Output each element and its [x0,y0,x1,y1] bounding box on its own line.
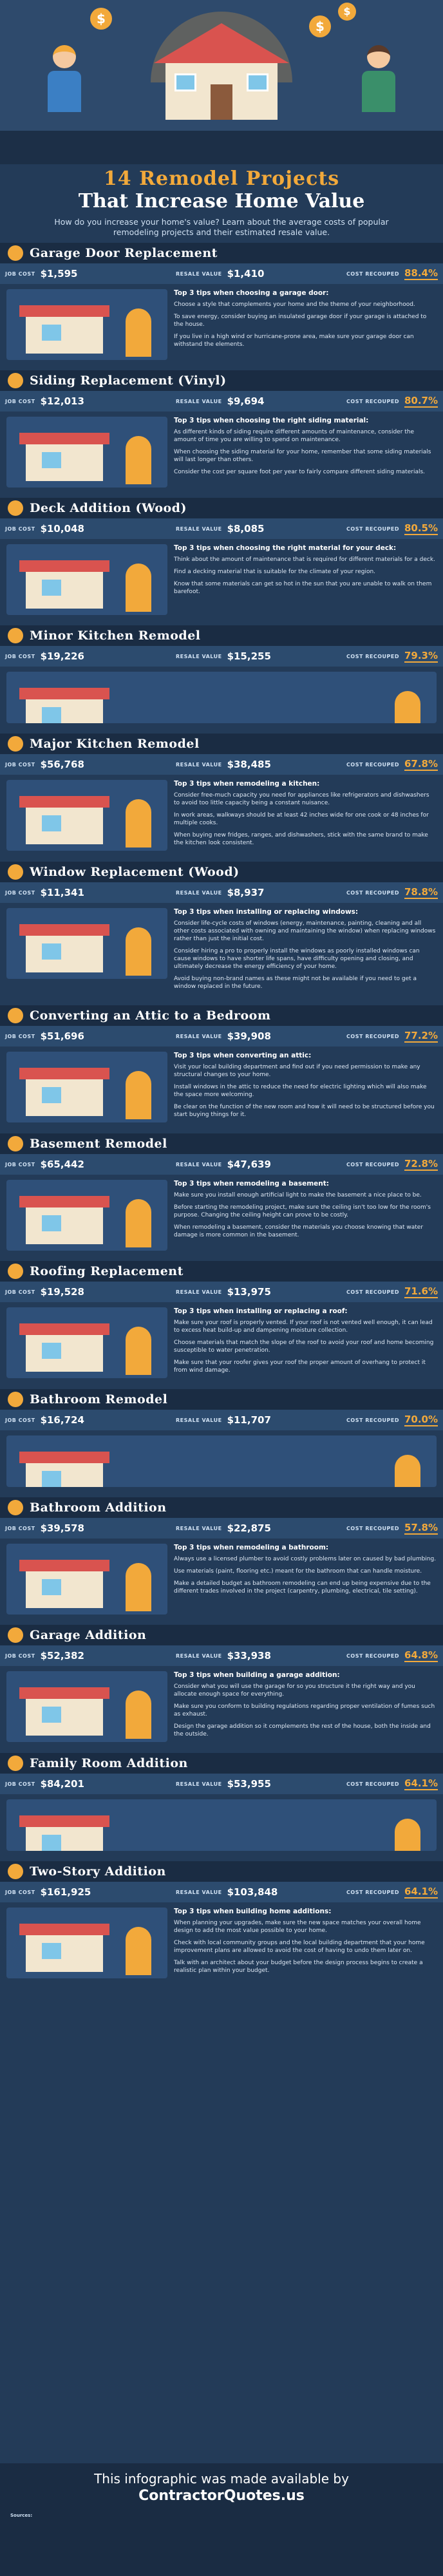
section-title: Siding Replacement (Vinyl) [30,374,227,388]
cost-recouped-label: COST RECOUPED [346,761,399,768]
resale-value-value: $15,255 [227,650,271,662]
remodel-section [0,370,443,493]
job-cost-value: $12,013 [40,395,84,407]
stats-row [0,1154,443,1175]
resale-value-label: RESALE VALUE [176,889,222,896]
job-cost-label: JOB COST [5,1889,35,1895]
remodel-section [0,1005,443,1128]
stats-row [0,1410,443,1430]
section-header [0,625,443,646]
section-header [0,1005,443,1026]
job-cost-group [5,1286,176,1298]
section-illustration [6,289,167,360]
section-illustration [6,908,167,979]
section-content [0,775,443,857]
section-illustration [6,417,167,488]
tip-text: Before starting the remodeling project, make sure the ceiling isn't too low for the room's purpose. Changing the ceiling height can prove to be costly. [174,1204,431,1218]
resale-value-group [176,1414,346,1426]
job-cost-group [5,1778,176,1790]
tip-text: Choose a style that complements your home and the theme of your neighborhood. [174,301,415,308]
section-icon [8,736,23,752]
resale-value-group [176,1778,346,1790]
resale-value-group [176,523,346,535]
resale-value-group [176,1886,346,1898]
cost-recouped-value: 57.8% [404,1522,438,1533]
resale-value-value: $33,938 [227,1650,271,1662]
section-title: Two-Story Addition [30,1864,166,1879]
section-illustration [6,780,167,851]
job-cost-group [5,1650,176,1662]
cost-recouped-group [346,1285,438,1298]
remodel-section [0,1753,443,1856]
job-cost-value: $16,724 [40,1414,84,1426]
resale-value-label: RESALE VALUE [176,1161,222,1168]
tips-title: Top 3 tips when building home additions: [174,1908,332,1915]
resale-value-value: $39,908 [227,1030,271,1042]
job-cost-value: $65,442 [40,1159,84,1170]
resale-value-value: $1,410 [227,268,265,279]
tip-text: Consider what you will use the garage for so you structure it the right way and you allocate enough space for everything. [174,1683,415,1698]
job-cost-label: JOB COST [5,1161,35,1168]
section-illustration [6,1908,167,1978]
tips-block [174,417,437,488]
cost-recouped-group [346,1158,438,1171]
tip-text: Make sure that your roofer gives your roof the proper amount of overhang to protect it from wind damage. [174,1359,426,1374]
resale-value-group [176,395,346,407]
resale-value-group [176,1286,346,1298]
stats-row [0,518,443,539]
cost-recouped-label: COST RECOUPED [346,1653,399,1659]
tips-title: Top 3 tips when building a garage addition: [174,1671,340,1679]
cost-recouped-value: 80.7% [404,395,438,406]
cost-recouped-group [346,758,438,771]
section-title: Converting an Attic to a Bedroom [30,1009,271,1023]
hero-house [154,23,289,120]
cost-recouped-group [346,1649,438,1662]
tip-text: Consider hiring a pro to properly install the windows as poorly installed windows can cause windows to have shorter life spans, have difficulty opening and closing, and ultimately decrease the energy efficiency of your home. [174,948,420,970]
section-icon [8,1008,23,1023]
tips-title: Top 3 tips when remodeling a bathroom: [174,1544,329,1551]
cost-recouped-value: 64.1% [404,1777,438,1789]
section-content [0,1430,443,1492]
cost-recouped-group [346,1777,438,1790]
tip-text: To save energy, consider buying an insulated garage door if your garage is attached to the house. [174,314,427,328]
section-header [0,243,443,263]
sections-list [0,243,443,1984]
cost-recouped-label: COST RECOUPED [346,1417,399,1423]
remodel-section [0,1389,443,1492]
dollar-coin-icon: $ [309,15,331,37]
section-icon [8,1392,23,1407]
cost-recouped-group [346,395,438,408]
section-icon [8,373,23,388]
resale-value-value: $103,848 [227,1886,278,1898]
tip-text: Think about the amount of maintenance that is required for different materials for a deck. [174,556,435,563]
remodel-section [0,1261,443,1384]
job-cost-group [5,650,176,662]
cost-recouped-label: COST RECOUPED [346,1161,399,1168]
section-header [0,734,443,754]
page-title-line1: 14 Remodel Projects [103,167,340,190]
cost-recouped-group [346,522,438,535]
job-cost-value: $84,201 [40,1778,84,1790]
job-cost-value: $56,768 [40,759,84,770]
tips-title: Top 3 tips when choosing the right material for your deck: [174,544,397,552]
job-cost-group [5,759,176,770]
cost-recouped-label: COST RECOUPED [346,1889,399,1895]
tip-text: Check with local community groups and the local building department that your home improvement plans are allowed to avoid the cost of having to undo them later on. [174,1940,425,1954]
section-title: Bathroom Addition [30,1501,167,1515]
stats-row [0,1774,443,1794]
tip-text: As different kinds of siding require different amounts of maintenance, consider the amount of time you are willing to spend on maintenance. [174,429,415,443]
section-title: Bathroom Remodel [30,1392,168,1406]
resale-value-group [176,759,346,770]
section-icon [8,1756,23,1771]
tips-block [174,1052,437,1123]
title-block [0,164,443,238]
section-title: Window Replacement (Wood) [30,865,240,879]
tip-text: Consider the cost per square foot per year to fairly compare different siding materials. [174,469,426,475]
hero-homeowner [359,45,398,116]
section-title: Deck Addition (Wood) [30,501,187,515]
section-header [0,1625,443,1645]
cost-recouped-label: COST RECOUPED [346,1289,399,1295]
section-content [0,1175,443,1256]
section-content [0,903,443,1000]
tips-block [174,1544,437,1615]
tips-block [174,1908,437,1979]
tip-text: Choose materials that match the slope of the roof to avoid your roof and home becoming susceptible to water penetration. [174,1340,434,1354]
section-icon [8,1864,23,1879]
cost-recouped-label: COST RECOUPED [346,889,399,896]
resale-value-value: $38,485 [227,759,271,770]
job-cost-label: JOB COST [5,270,35,277]
section-icon [8,500,23,516]
section-illustration [6,672,437,723]
job-cost-label: JOB COST [5,1781,35,1787]
remodel-section [0,1625,443,1748]
section-content [0,1539,443,1620]
tips-title: Top 3 tips when converting an attic: [174,1052,312,1059]
cost-recouped-value: 64.8% [404,1649,438,1661]
section-illustration [6,544,167,615]
cost-recouped-group [346,267,438,280]
section-header [0,1261,443,1282]
job-cost-label: JOB COST [5,1289,35,1295]
tip-text: When remodeling a basement, consider the materials you choose knowing that water damage is more common in the basement. [174,1224,424,1238]
section-header [0,1133,443,1154]
tip-text: Always use a licensed plumber to avoid costly problems later on caused by bad plumbing. [174,1556,437,1562]
tip-text: Make sure your roof is properly vented. If your roof is not vented well enough, it can lead to excess heat build-up and dampening moisture collection. [174,1320,433,1334]
section-title: Roofing Replacement [30,1264,184,1278]
resale-value-value: $9,694 [227,395,265,407]
resale-value-label: RESALE VALUE [176,1033,222,1039]
tip-text: Make sure you conform to building regulations regarding proper ventilation of fumes such as exhaust. [174,1703,435,1718]
job-cost-label: JOB COST [5,1653,35,1659]
section-content [0,284,443,365]
cost-recouped-value: 72.8% [404,1158,438,1170]
section-title: Family Room Addition [30,1756,188,1770]
remodel-section [0,734,443,857]
job-cost-group [5,268,176,279]
resale-value-value: $22,875 [227,1522,271,1534]
tip-text: When choosing the siding material for your home, remember that some siding materials will last longer than others. [174,449,431,463]
cost-recouped-label: COST RECOUPED [346,270,399,277]
resale-value-group [176,1159,346,1170]
sources [0,2504,443,2518]
job-cost-value: $51,696 [40,1030,84,1042]
stats-row [0,1645,443,1666]
resale-value-label: RESALE VALUE [176,1417,222,1423]
tip-text: When buying new fridges, ranges, and dishwashers, stick with the same brand to make the kitchen look consistent. [174,832,428,846]
resale-value-label: RESALE VALUE [176,270,222,277]
remodel-section [0,1133,443,1256]
dollar-coin-icon: $ [338,3,356,21]
stats-row [0,391,443,412]
job-cost-group [5,887,176,898]
section-illustration [6,1799,437,1851]
job-cost-value: $161,925 [40,1886,91,1898]
job-cost-group [5,1030,176,1042]
section-icon [8,245,23,261]
tips-block [174,1671,437,1743]
hero-illustration [0,0,443,164]
section-illustration [6,1180,167,1251]
cost-recouped-group [346,650,438,663]
section-header [0,1861,443,1882]
cost-recouped-value: 64.1% [404,1886,438,1897]
cost-recouped-group [346,1522,438,1535]
section-content [0,539,443,620]
cost-recouped-value: 80.5% [404,522,438,534]
section-header [0,1389,443,1410]
cost-recouped-value: 67.8% [404,758,438,770]
tip-text: Design the garage addition so it complements the rest of the house, both the inside and the outside. [174,1723,431,1738]
tip-text: Consider life-cycle costs of windows (energy, maintenance, painting, cleaning and all other costs associated with owning and maintaining the window) when replacing windows rather than just the initial cost. [174,920,436,942]
tips-block [174,544,437,615]
section-content [0,1046,443,1128]
tips-block [174,908,437,995]
tips-title: Top 3 tips when remodeling a basement: [174,1180,329,1188]
section-content [0,1302,443,1384]
hero-worker [45,45,84,116]
resale-value-group [176,650,346,662]
tip-text: When planning your upgrades, make sure the new space matches your overall home design to add the most value possible to your home. [174,1920,421,1934]
job-cost-value: $19,528 [40,1286,84,1298]
tip-text: Visit your local building department and find out if you need permission to make any structural changes to your home. [174,1064,420,1078]
cost-recouped-value: 71.6% [404,1285,438,1297]
stats-row [0,882,443,903]
tip-text: In work areas, walkways should be at least 42 inches wide for one cook or 48 inches for multiple cooks. [174,812,429,826]
tips-block [174,1307,437,1379]
resale-value-label: RESALE VALUE [176,1289,222,1295]
cost-recouped-label: COST RECOUPED [346,1781,399,1787]
resale-value-value: $53,955 [227,1778,271,1790]
tip-text: Make sure you install enough artificial light to make the basement a nice place to be. [174,1192,422,1198]
stats-row [0,754,443,775]
cost-recouped-value: 77.2% [404,1030,438,1041]
resale-value-value: $47,639 [227,1159,271,1170]
section-content [0,1666,443,1748]
cost-recouped-group [346,1030,438,1043]
job-cost-value: $1,595 [40,268,78,279]
section-content [0,667,443,728]
cost-recouped-value: 88.4% [404,267,438,279]
section-illustration [6,1052,167,1122]
tips-title: Top 3 tips when choosing a garage door: [174,289,329,297]
section-content [0,412,443,493]
resale-value-value: $8,937 [227,887,265,898]
cost-recouped-value: 70.0% [404,1414,438,1425]
resale-value-value: $8,085 [227,523,265,535]
resale-value-label: RESALE VALUE [176,761,222,768]
section-illustration [6,1671,167,1742]
job-cost-label: JOB COST [5,761,35,768]
remodel-section [0,1861,443,1984]
remodel-section [0,243,443,365]
remodel-section [0,625,443,728]
cost-recouped-label: COST RECOUPED [346,1033,399,1039]
cost-recouped-label: COST RECOUPED [346,398,399,404]
tip-text: Avoid buying non-brand names as these might not be available if you need to get a window replaced in the future. [174,976,417,990]
remodel-section [0,498,443,620]
resale-value-value: $13,975 [227,1286,271,1298]
footer-brand[interactable]: ContractorQuotes.us [138,2488,305,2504]
tips-title: Top 3 tips when choosing the right siding material: [174,417,369,424]
tips-block [174,780,437,851]
tips-block [174,289,437,360]
job-cost-group [5,1522,176,1534]
page-title-line2: That Increase Home Value [78,190,365,213]
tip-text: Use materials (paint, flooring etc.) meant for the bathroom that can handle moisture. [174,1568,422,1575]
section-icon [8,628,23,643]
tip-text: Be clear on the function of the new room and how it will need to be structured before you start buying things for it. [174,1104,435,1118]
job-cost-value: $11,341 [40,887,84,898]
tip-text: Consider free-much capacity you need for appliances like refrigerators and dishwashers to avoid too little capacity being a constant nuisance. [174,792,429,806]
section-header [0,1497,443,1518]
resale-value-group [176,1522,346,1534]
section-icon [8,1136,23,1151]
section-icon [8,1264,23,1279]
job-cost-value: $52,382 [40,1650,84,1662]
resale-value-group [176,1030,346,1042]
resale-value-group [176,1650,346,1662]
section-illustration [6,1435,437,1487]
section-header [0,1753,443,1774]
stats-row [0,263,443,284]
job-cost-group [5,395,176,407]
tip-text: Find a decking material that is suitable for the climate of your region. [174,569,376,575]
job-cost-group [5,1414,176,1426]
resale-value-group [176,887,346,898]
section-title: Basement Remodel [30,1137,167,1151]
stats-row [0,1026,443,1046]
tips-title: Top 3 tips when installing or replacing windows: [174,908,359,916]
cost-recouped-label: COST RECOUPED [346,526,399,532]
resale-value-label: RESALE VALUE [176,1525,222,1531]
job-cost-label: JOB COST [5,1417,35,1423]
job-cost-label: JOB COST [5,526,35,532]
resale-value-label: RESALE VALUE [176,1889,222,1895]
section-icon [8,864,23,880]
tips-title: Top 3 tips when installing or replacing a roof: [174,1307,348,1315]
tip-text: Make a detailed budget as bathroom remodeling can end up being expensive due to the different trades involved in the project (carpentry, plumbing, electrical, tile setting). [174,1580,431,1595]
job-cost-label: JOB COST [5,653,35,659]
cost-recouped-label: COST RECOUPED [346,653,399,659]
cost-recouped-label: COST RECOUPED [346,1525,399,1531]
section-icon [8,1627,23,1643]
footer-credit-line: This infographic was made available by [94,2471,349,2486]
job-cost-value: $39,578 [40,1522,84,1534]
section-icon [8,1500,23,1515]
cost-recouped-value: 78.8% [404,886,438,898]
tip-text: If you live in a high wind or hurricane-prone area, make sure your garage door can withstand the elements. [174,334,414,348]
stats-row [0,1282,443,1302]
dollar-coin-icon: $ [90,8,112,30]
resale-value-label: RESALE VALUE [176,1653,222,1659]
tip-text: Talk with an architect about your budget before the design process begins to create a realistic plan within your budget. [174,1960,423,1974]
resale-value-label: RESALE VALUE [176,1781,222,1787]
stats-row [0,1518,443,1539]
section-content [0,1902,443,1984]
page-subtitle: How do you increase your home's value? Learn about the average costs of popular remodeling projects and their estimated resale value. [54,217,389,237]
job-cost-label: JOB COST [5,1525,35,1531]
stats-row [0,646,443,667]
section-title: Garage Addition [30,1628,147,1642]
resale-value-label: RESALE VALUE [176,526,222,532]
resale-value-value: $11,707 [227,1414,271,1426]
section-title: Major Kitchen Remodel [30,737,200,751]
remodel-section [0,862,443,1000]
job-cost-label: JOB COST [5,1033,35,1039]
job-cost-value: $19,226 [40,650,84,662]
section-illustration [6,1307,167,1378]
cost-recouped-group [346,1414,438,1426]
job-cost-label: JOB COST [5,398,35,404]
section-title: Garage Door Replacement [30,246,218,260]
stats-row [0,1882,443,1902]
section-content [0,1794,443,1856]
job-cost-value: $10,048 [40,523,84,535]
resale-value-label: RESALE VALUE [176,653,222,659]
job-cost-group [5,523,176,535]
sources-label: Sources: [10,2513,33,2518]
section-illustration [6,1544,167,1615]
remodel-section [0,1497,443,1620]
section-header [0,862,443,882]
section-header [0,498,443,518]
footer [0,2463,443,2576]
tip-text: Install windows in the attic to reduce the need for electric lighting which will also make the space more welcoming. [174,1084,427,1098]
job-cost-label: JOB COST [5,889,35,896]
job-cost-group [5,1886,176,1898]
job-cost-group [5,1159,176,1170]
tip-text: Know that some materials can get so hot in the sun that you are unable to walk on them barefoot. [174,581,432,595]
section-title: Minor Kitchen Remodel [30,629,201,643]
section-header [0,370,443,391]
resale-value-group [176,268,346,279]
tips-title: Top 3 tips when remodeling a kitchen: [174,780,320,788]
tips-block [174,1180,437,1251]
cost-recouped-group [346,886,438,899]
resale-value-label: RESALE VALUE [176,398,222,404]
cost-recouped-value: 79.3% [404,650,438,661]
cost-recouped-group [346,1886,438,1899]
